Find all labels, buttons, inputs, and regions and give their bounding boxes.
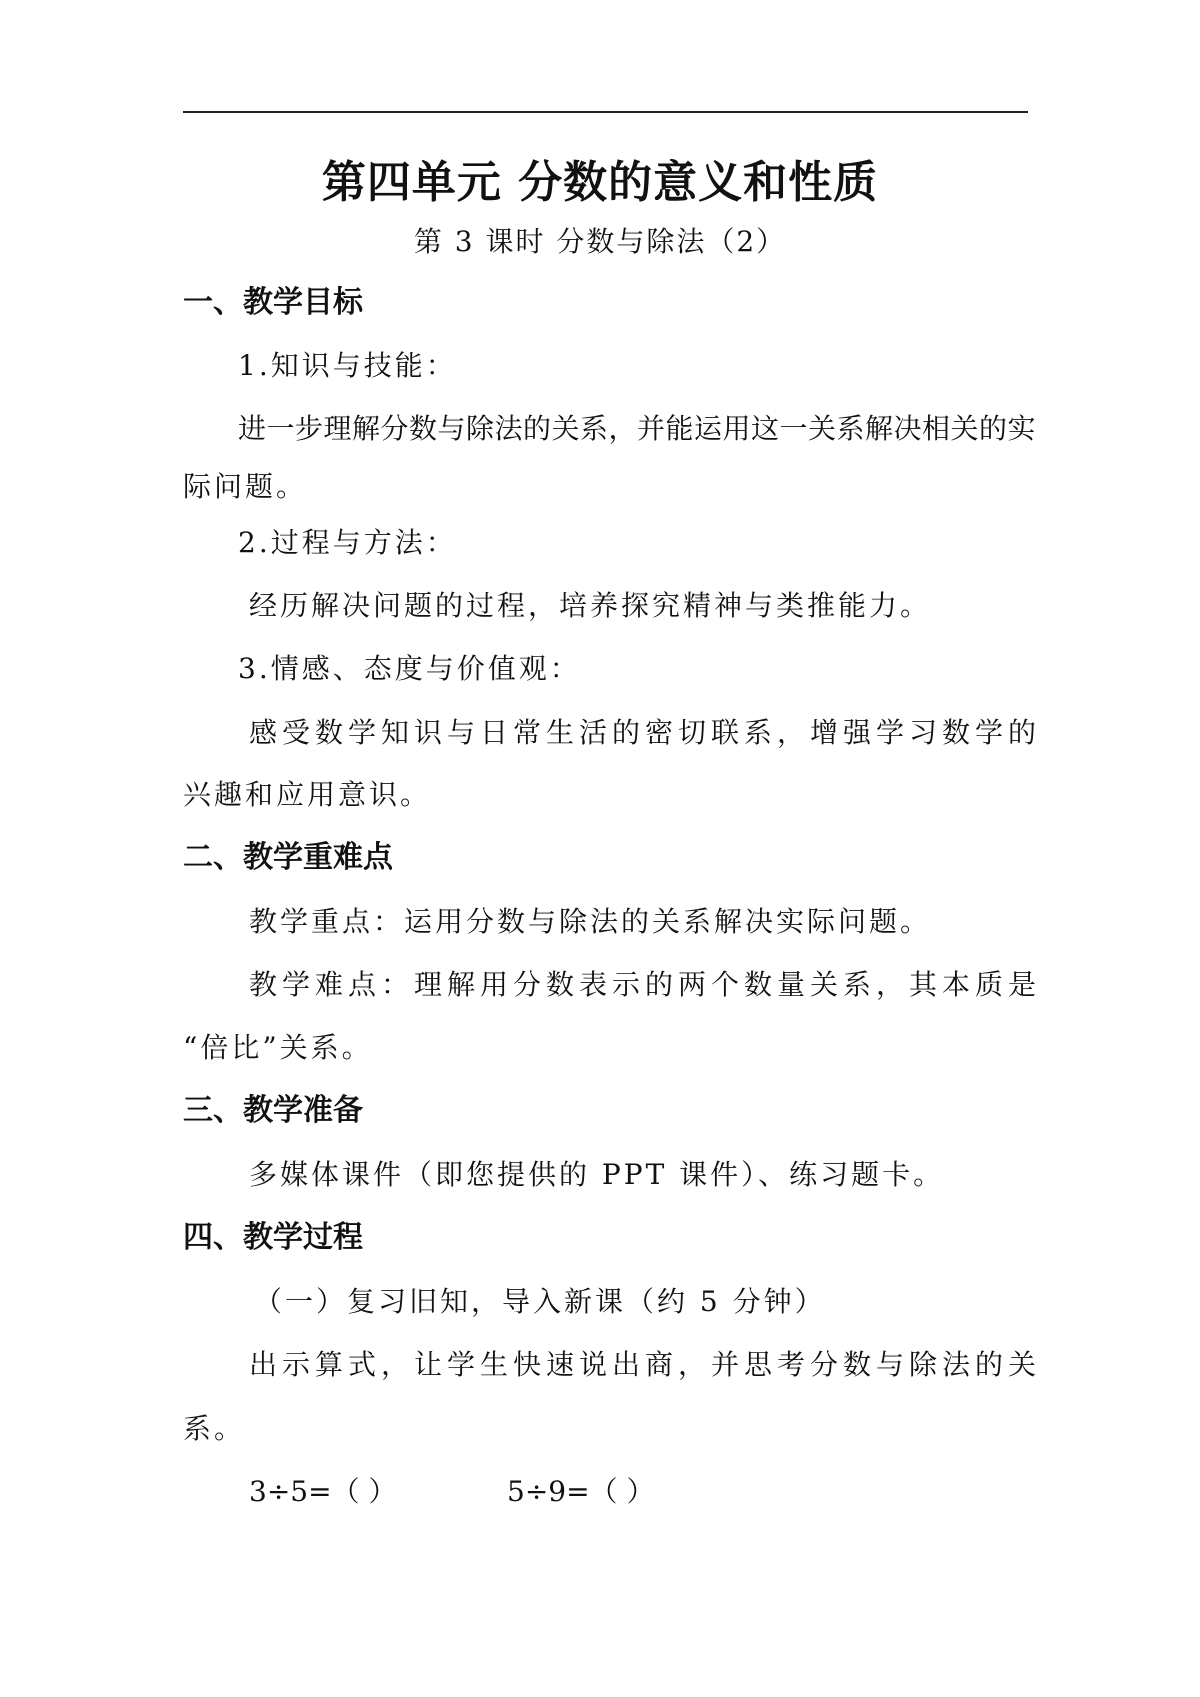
expression-2: 5÷9=（ ） [507, 1475, 655, 1508]
section-heading-process: 四、教学过程 [183, 1220, 363, 1255]
difficulty-text-line1: 教学难点：理解用分数表示的两个数量关系，其本质是 [249, 968, 1042, 1001]
section-heading-objectives: 一、教学目标 [183, 285, 363, 320]
goal3-text-line1: 感受数学知识与日常生活的密切联系，增强学习数学的 [249, 716, 1042, 749]
goal1-text-line2: 际问题。 [183, 470, 308, 503]
preparation-text: 多媒体课件（即您提供的 PPT 课件）、练习题卡。 [249, 1158, 945, 1191]
goal3-label: 3.情感、态度与价值观： [238, 652, 581, 685]
goal3-text-line2: 兴趣和应用意识。 [183, 778, 432, 811]
expression-1: 3÷5=（ ） [249, 1475, 397, 1508]
difficulty-text-line2: “倍比”关系。 [183, 1031, 373, 1064]
step1-text-line2: 系。 [183, 1412, 246, 1445]
document-title: 第四单元 分数的意义和性质 [321, 157, 879, 208]
key-point-text: 教学重点：运用分数与除法的关系解决实际问题。 [249, 905, 932, 938]
goal2-label: 2.过程与方法： [238, 526, 457, 559]
lesson-subtitle: 第 3 课时 分数与除法（2） [413, 225, 787, 258]
goal1-label: 1.知识与技能： [238, 349, 457, 382]
goal1-text-line1: 进一步理解分数与除法的关系，并能运用这一关系解决相关的实 [238, 412, 1037, 445]
section-heading-preparation: 三、教学准备 [183, 1093, 363, 1128]
header-rule [183, 111, 1028, 113]
step1-heading: （一）复习旧知，导入新课（约 5 分钟） [254, 1285, 826, 1318]
section-heading-key-points: 二、教学重难点 [183, 840, 393, 875]
goal2-text: 经历解决问题的过程，培养探究精神与类推能力。 [249, 589, 932, 622]
step1-text-line1: 出示算式，让学生快速说出商，并思考分数与除法的关 [249, 1348, 1042, 1381]
